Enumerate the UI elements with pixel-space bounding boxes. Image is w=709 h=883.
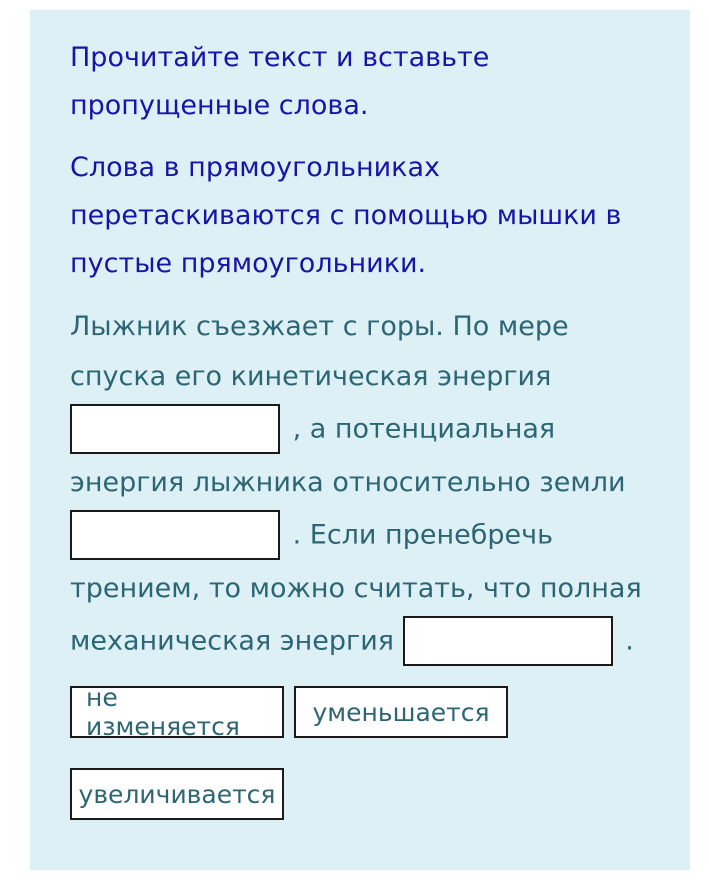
exercise-panel [30,10,690,870]
task-text-part-2: , а потенциальная энергия лыжника относительно земли [70,413,626,498]
drop-gap-3[interactable] [403,616,613,666]
options-row-2 [70,768,660,820]
task-text-part-3: . Если пренебречь трением, то можно считать, что полная механическая энергия [70,519,642,657]
instruction-read: Прочитайте текст и вставьте пропущенные слова. [70,42,490,121]
option-umenshaetsya[interactable]: уменьшается [294,686,508,738]
option-ne-izmenyaetsya[interactable]: не изменяется [70,686,284,738]
task-text-part-1: Лыжник съезжает с горы. По мере спуска его кинетическая энергия [70,311,569,392]
task-text-part-4: . [625,625,634,657]
drop-gap-1[interactable] [70,404,280,454]
option-uvelichivaetsya[interactable]: увеличивается [70,768,284,820]
answer-options [70,683,660,820]
task-text [70,302,660,670]
options-row-1 [70,683,660,741]
drop-gap-2[interactable] [70,510,280,560]
instruction-drag: Слова в прямоугольниках перетаскиваются с помощью мышки в пустые прямоугольники. [70,152,622,279]
exercise-content [70,34,660,850]
